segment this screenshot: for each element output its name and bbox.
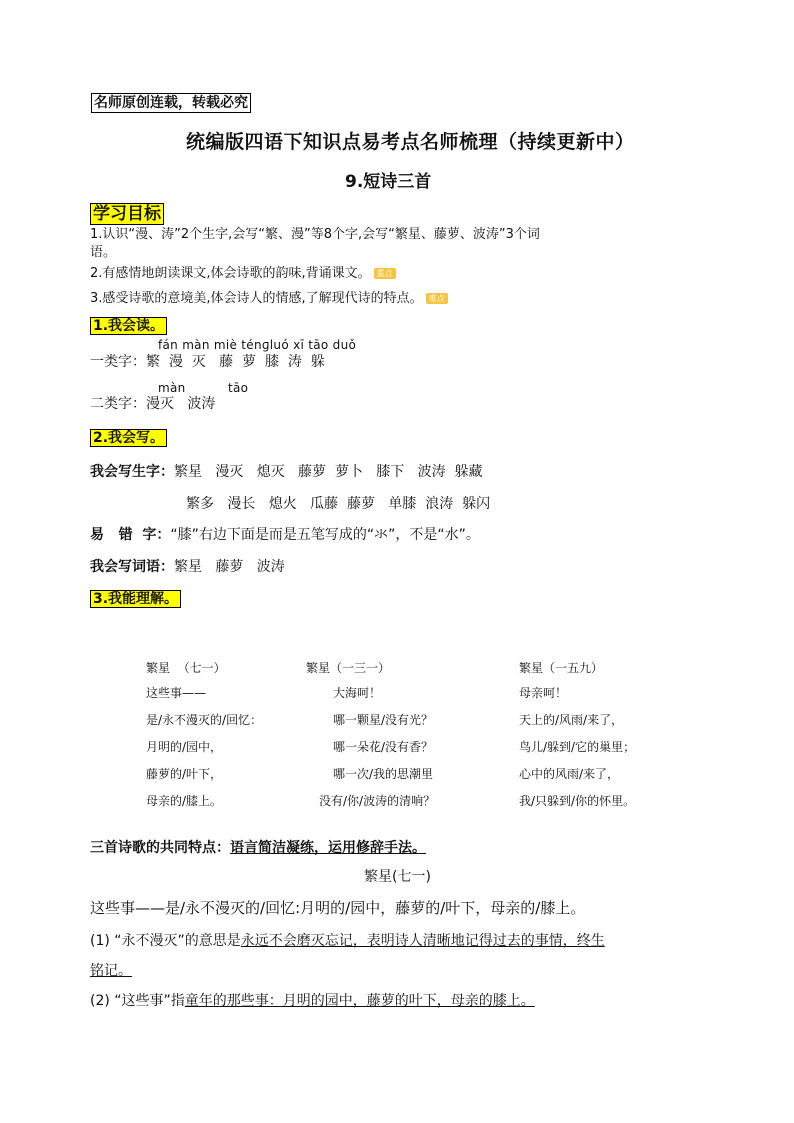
write-heading: [90, 428, 167, 448]
poem-1-line: 是/永不漫灭的/回忆：: [146, 713, 263, 727]
poem-2-line: 哪一次/我的思潮里: [333, 767, 434, 781]
question-1-prefix: (1) “永不漫灭”的意思是: [90, 933, 241, 949]
poem-1-title: 繁星 （七一）: [146, 661, 226, 675]
poem-3-line: 母亲呵！: [519, 686, 568, 700]
poem-1-line: 这些事——: [146, 686, 207, 700]
copyright-notice: 名师原创连载，转载必究: [91, 93, 251, 113]
question-1-line-2: 铭记。: [90, 963, 132, 979]
poem-2-line: 哪一朵花/没有香？: [333, 740, 434, 754]
poem-1: [146, 659, 262, 819]
poem-3-line: 我/只躲到/你的怀里。: [519, 794, 636, 808]
understand-heading-label: 3.我能理解。: [90, 590, 181, 608]
poem-1-line: 月明的/园中，: [146, 740, 223, 754]
key-point-badge: 重点: [374, 268, 396, 279]
goal-item-2: [90, 265, 396, 283]
write-chars-label: 我会写生字：: [90, 464, 174, 480]
char-row-2: [90, 393, 215, 413]
write-chars-row-2: 繁多 漫长 熄火 瓜藤 藤萝 单膝 浪涛 躲闪: [186, 496, 491, 512]
analysis-poem-title: 繁星(七一): [364, 869, 431, 885]
question-2: [90, 990, 535, 1010]
poem-3-title: 繁星（一五九）: [519, 661, 604, 675]
common-features-text: 语言简洁凝练，运用修辞手法。: [230, 840, 426, 856]
poem-2: [306, 659, 435, 819]
common-features: [90, 837, 426, 857]
poem-2-line: 大海呵！: [333, 686, 382, 700]
poem-3-line: 心中的风雨/来了，: [519, 767, 620, 781]
goal-item-3-text: 3.感受诗歌的意境美,体会诗人的情感,了解现代诗的特点。: [90, 291, 423, 306]
pinyin-row-2a: màn: [158, 381, 186, 395]
goals-heading: [90, 203, 164, 225]
read-heading-label: 1.我会读。: [90, 317, 167, 335]
write-heading-label: 2.我会写。: [90, 429, 167, 447]
goal-item-1-line-1: 1.认识“漫、涛”2个生字,会写“繁、漫”等8个字,会写“繁星、藤萝、波涛”3个词: [90, 227, 540, 242]
difficult-point-badge: 难点: [426, 293, 448, 304]
char-row-1: [90, 351, 325, 371]
question-1-answer-a: 永远不会磨灭忘记，表明诗人清晰地记得过去的事情，终生: [240, 933, 605, 949]
write-words-text: 繁星 藤萝 波涛: [174, 559, 285, 575]
poem-3: [519, 659, 635, 819]
page-title: 统编版四语下知识点易考点名师梳理（持续更新中）: [186, 131, 635, 153]
goal-item-2-text: 2.有感情地朗读课文,体会诗歌的韵味,背诵课文。: [90, 266, 371, 281]
question-2-prefix: (2) “这些事”指: [90, 993, 185, 1009]
poem-1-line: 藤萝的/叶下，: [146, 767, 223, 781]
goals-heading-label: 学习目标: [90, 203, 164, 225]
char-row-1-label: 一类字：: [90, 354, 146, 370]
goal-item-3: [90, 290, 448, 308]
char-row-2-chars: 漫灭 波涛: [146, 396, 216, 412]
write-words-label: 我会写词语：: [90, 559, 174, 575]
error-char-row: [90, 524, 480, 544]
question-1-line-1: [90, 930, 605, 950]
poem-2-line: 没有/你/波涛的清响？: [319, 794, 436, 808]
poem-2-title: 繁星（一三一）: [306, 661, 391, 675]
pinyin-row-2b: tāo: [228, 381, 249, 395]
read-heading: [90, 316, 167, 336]
common-features-label: 三首诗歌的共同特点：: [90, 840, 230, 856]
lesson-title: 9.短诗三首: [345, 172, 432, 192]
understand-heading: [90, 589, 181, 609]
error-char-label: 易 错 字：: [90, 527, 171, 543]
char-row-1-chars: 繁 漫 灭 藤 萝 膝 涛 躲: [146, 354, 325, 370]
poem-1-line: 母亲的/膝上。: [146, 794, 223, 808]
question-2-answer: 童年的那些事：月明的园中，藤萝的叶下，母亲的膝上。: [184, 993, 535, 1009]
write-chars-row-1: [90, 461, 483, 481]
write-words-row: [90, 556, 285, 576]
goal-item-1-line-2: 语。: [90, 245, 117, 260]
pinyin-row-1: fán màn miè ténɡluó xī tāo duǒ: [158, 338, 357, 352]
error-char-text: “膝”右边下面是而是五笔写成的“氺”，不是“水”。: [170, 527, 480, 543]
poem-3-line: 天上的/风雨/来了，: [519, 713, 624, 727]
write-chars-row-1-text: 繁星 漫灭 熄灭 藤萝 萝卜 膝下 波涛 躲藏: [174, 464, 483, 480]
poem-3-line: 鸟儿/躲到/它的巢里；: [519, 740, 636, 754]
poem-2-line: 哪一颗星/没有光？: [333, 713, 434, 727]
char-row-2-label: 二类字：: [90, 396, 146, 412]
analysis-poem-full: 这些事——是/永不漫灭的/回忆:月明的/园中，藤萝的/叶下，母亲的/膝上。: [90, 899, 586, 917]
